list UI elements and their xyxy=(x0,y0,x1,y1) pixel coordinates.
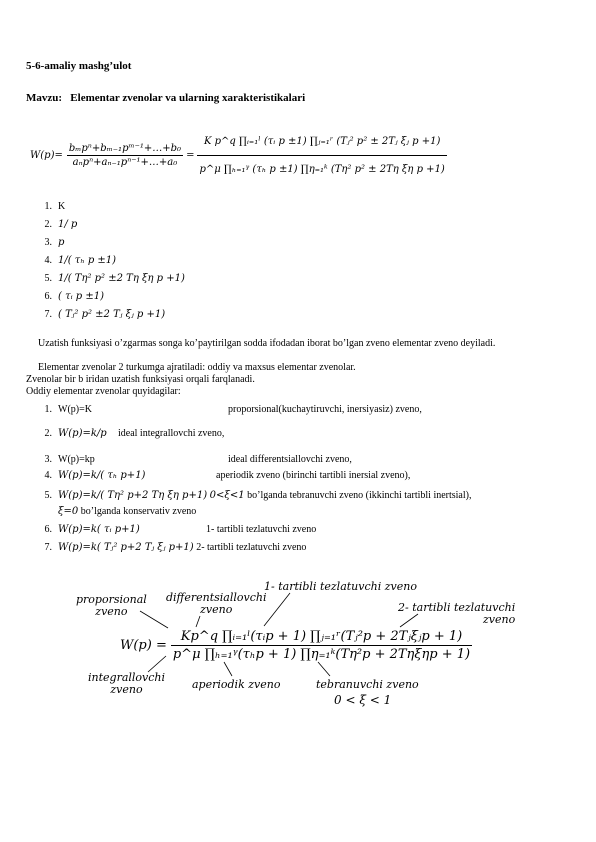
paragraph: Oddiy elementar zvenolar quyidagilar: xyxy=(26,386,181,397)
list-item: 1. W(p)=K xyxy=(44,404,92,415)
main-formula-den2: p^μ ∏ₕ₌₁ᵞ (τₕ p ±1) ∏η₌₁ᵏ (Tη² p² ± 2Tη ξη p +1) xyxy=(199,163,445,175)
equals-sign: = xyxy=(186,149,195,161)
main-formula-lhs: W(p)= xyxy=(30,149,63,161)
list-item: 1. K xyxy=(44,201,66,212)
zveno-desc: aperiodik zveno (birinchi tartibli inersial zveno), xyxy=(216,470,411,481)
diagram-formula-den: p^μ ∏ₕ₌₁ᵞ(τₕp + 1) ∏η₌₁ᵏ(Tη²p + 2Tηξηp + 1) xyxy=(172,646,471,662)
xi-zero-note: ξ=0 bo’lganda konservativ zveno xyxy=(58,506,197,517)
topic-label: Mavzu: xyxy=(26,92,63,104)
paragraph: Uzatish funksiyasi o’zgarmas songa ko’paytirilgan sodda ifodadan iborat bo’lgan zveno elementar zveno deyiladi. xyxy=(38,338,496,349)
list-item: 5. 1/( Tη² p² ±2 Tη ξη p +1) xyxy=(44,273,185,284)
paragraph: Elementar zvenolar 2 turkumga ajratiladi: oddiy va maxsus elementar zvenolar. xyxy=(38,362,356,373)
list-item: 3. p xyxy=(44,237,65,248)
list-item: 6. ( τᵢ p ±1) xyxy=(44,291,105,302)
main-formula-den1: aₙpⁿ+aₙ₋₁pⁿ⁻¹+…+a₀ xyxy=(72,156,178,168)
diagram-formula-num: Kp^q ∏ᵢ₌₁ˡ(τᵢp + 1) ∏ⱼ₌₁ʳ(Tⱼ²p + 2Tⱼξⱼp + 1) xyxy=(171,629,472,646)
zveno-desc: ideal differentsiallovchi zveno, xyxy=(228,454,352,465)
main-formula-num2: K p^q ∏ᵢ₌₁ˡ (τᵢ p ±1) ∏ⱼ₌₁ʳ (Tⱼ² p² ± 2Tⱼ ξⱼ p +1) xyxy=(197,136,446,156)
list-item: 5. W(p)=k/( Tη² p+2 Tη ξη p+1) 0<ξ<1 bo’lganda tebranuvchi zveno (ikkinchi tartibli inertsial), xyxy=(44,490,472,501)
topic-text: Elementar zvenolar va ularning xarakteristikalari xyxy=(70,92,306,104)
label-integrallovchi: integrallovchi zveno xyxy=(88,671,166,696)
diagram-formula xyxy=(120,624,472,666)
diagram-formula-frac xyxy=(171,629,472,662)
label-aperiodik: aperiodik zveno xyxy=(192,678,281,691)
label-tezlatuvchi-2: 2- tartibli tezlatuvchi zveno xyxy=(398,601,516,626)
label-differentsiallovchi: differentsiallovchi zveno xyxy=(166,591,267,616)
label-proporsional: proporsional zveno xyxy=(76,593,147,618)
list-item: 6. W(p)=k( τᵢ p+1) xyxy=(44,524,140,535)
page-title: 5-6-amaliy mashg’ulot xyxy=(26,60,132,72)
diagram-formula-lhs: W(p) = xyxy=(120,637,167,653)
zveno-desc: ideal integrallovchi zveno, xyxy=(118,428,225,439)
list-item: 2. 1/ p xyxy=(44,219,78,230)
label-xi-range: 0 < ξ < 1 xyxy=(334,693,392,707)
list-item: 7. W(p)=k( Tⱼ² p+2 Tⱼ ξⱼ p+1) 2- tartibli tezlatuvchi zveno xyxy=(44,542,307,553)
zveno-desc: proporsional(kuchaytiruvchi, inersiyasiz) zveno, xyxy=(228,404,422,415)
list-item: 3. W(p)=kp xyxy=(44,454,95,465)
main-formula-num1: bₘpⁿ+bₘ₋₁pᵐ⁻¹+…+b₀ xyxy=(68,142,182,154)
list-item: 4. 1/( τₕ p ±1) xyxy=(44,255,117,266)
paragraph: Zvenolar bir b iridan uzatish funksiyasi orqali farqlanadi. xyxy=(26,374,255,385)
list-item: 7. ( Tⱼ² p² ±2 Tⱼ ξⱼ p +1) xyxy=(44,309,166,320)
zveno-desc: 1- tartibli tezlatuvchi zveno xyxy=(206,524,317,535)
label-tezlatuvchi-1: 1- tartibli tezlatuvchi zveno xyxy=(264,580,417,593)
label-tebranuvchi: tebranuvchi zveno xyxy=(316,678,419,691)
list-item: 4. W(p)=k/( τₕ p+1) xyxy=(44,470,146,481)
list-item: 2. W(p)=k/p xyxy=(44,428,107,439)
